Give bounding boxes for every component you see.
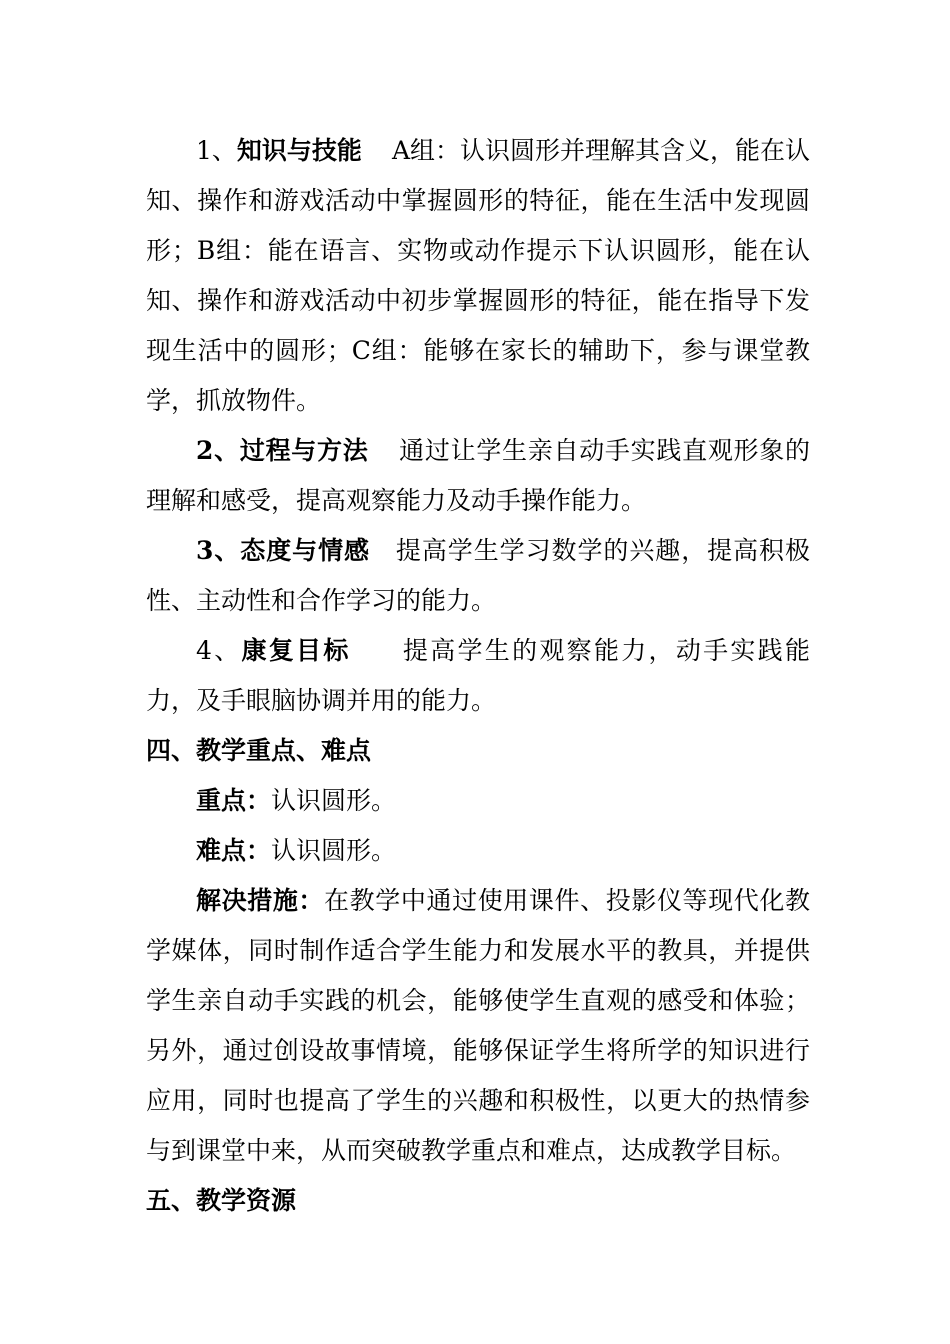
goal-rehabilitation (146, 626, 810, 726)
goal-2-text: 通过让学生亲自动手实践直观形象的理解和感受，提高观察能力及动手操作能力。 (146, 436, 810, 515)
goal-3-text: 提高学生学习数学的兴趣，提高积极性、主动性和合作学习的能力。 (146, 536, 810, 615)
section-4-heading: 四、教学重点、难点 (146, 736, 372, 765)
key-point-text: 认识圆形。 (271, 786, 397, 815)
goal-attitude-emotion (146, 526, 810, 626)
goal-3-label: 态度与情感 (240, 536, 370, 565)
goal-1-number: 1、 (196, 136, 237, 165)
goal-4-label: 康复目标 (241, 636, 351, 665)
key-point-label: 重点： (196, 786, 272, 815)
difficult-point (146, 826, 810, 876)
goal-2-number: 2、 (196, 436, 240, 465)
goal-process-methods (146, 426, 810, 526)
goal-knowledge-skills (146, 126, 810, 426)
key-point (146, 776, 810, 826)
solution-measures (146, 876, 810, 1176)
goal-1-label: 知识与技能 (236, 136, 362, 165)
goal-3-number: 3、 (196, 536, 241, 565)
document-page (146, 126, 810, 1226)
solution-measures-text: 在教学中通过使用课件、投影仪等现代化教学媒体，同时制作适合学生能力和发展水平的教具，并提供学生亲自动手实践的机会，能够使学生直观的感受和体验；另外，通过创设故事情境，能够保证学生将所学的知识进行应用，同时也提高了学生的兴趣和积极性，以更大的热情参与到课堂中来，从而突破教学重点和难点，达成教学目标。 (146, 886, 810, 1165)
solution-measures-label: 解决措施： (196, 886, 325, 915)
goal-1-text: A组：认识圆形并理解其含义，能在认知、操作和游戏活动中掌握圆形的特征，能在生活中发现圆形；B组：能在语言、实物或动作提示下认识圆形，能在认知、操作和游戏活动中初步掌握圆形的特征，能在指导下发现生活中的圆形；C组：能够在家长的辅助下，参与课堂教学，抓放物件。 (146, 136, 811, 415)
goal-2-label: 过程与方法 (239, 436, 369, 465)
difficult-point-text: 认识圆形。 (271, 836, 397, 865)
difficult-point-label: 难点： (196, 836, 272, 865)
section-5-heading: 五、教学资源 (146, 1186, 297, 1215)
goal-4-text: 提高学生的观察能力，动手实践能力，及手眼脑协调并用的能力。 (146, 636, 810, 715)
goal-4-number: 4、 (196, 636, 242, 665)
